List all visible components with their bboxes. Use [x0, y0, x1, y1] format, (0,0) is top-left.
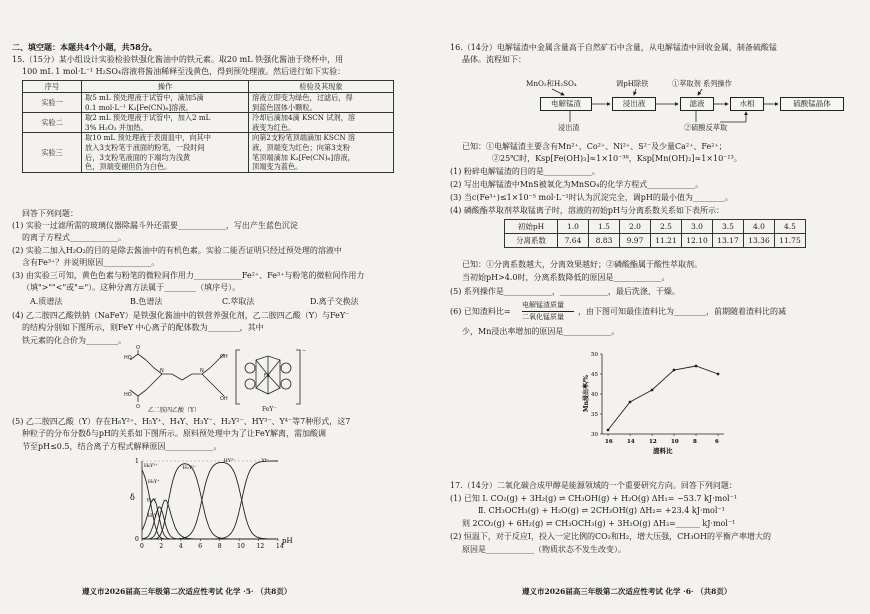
ph-cell: 3.0 [682, 220, 713, 234]
q16-s5: (5) 系列操作是____________，____________，最后洗涤、干燥。 [450, 287, 680, 296]
mol-y-label: 乙二胺四乙酸（Y） [148, 407, 200, 414]
q15-s5c: 节至pH≤0.5，结合离子方程式解释原因____________。 [22, 442, 222, 451]
y-axis-label: δ [130, 493, 135, 502]
q15-line1: 15.（15分）某小组设计实验检验铁强化酱油中的铁元素。取20 mL 铁强化酱油于烧杯中，用 [12, 55, 344, 64]
x-tick-label: 4 [178, 543, 183, 550]
series-line [142, 462, 278, 539]
table-row [505, 234, 806, 248]
q16-s6-num: 电解锰渣质量 [522, 301, 564, 309]
data-point [673, 369, 676, 372]
q16-s2: (2) 写出电解锰渣中MnS被氧化为MnSO₄的化学方程式____________。 [450, 180, 704, 189]
fraction-bar [522, 311, 574, 312]
y-tick-label: 45 [591, 372, 598, 378]
q16-s6-den: 二氧化锰质量 [522, 313, 564, 321]
x-tick-label: 8 [217, 543, 222, 550]
x-tick-label: 16 [605, 439, 613, 445]
series-line [142, 507, 278, 539]
svg-text:HO: HO [124, 392, 132, 398]
q16-line2: 晶体。流程如下： [462, 55, 526, 64]
exp2-op: 取2 mL 预处理液于试管中，加入2 mL 3% H₂O₂ 并加热。 [82, 113, 249, 133]
svg-text:OH: OH [220, 354, 228, 360]
option-c: C.萃取法 [222, 297, 255, 306]
y-tick-label: 1 [135, 458, 139, 465]
coef-cell: 11.21 [651, 234, 682, 248]
svg-text:OH: OH [220, 396, 228, 402]
fey-structure [236, 348, 306, 412]
svg-text:Fe: Fe [264, 373, 270, 379]
series-label: H₆Y²⁺ [143, 464, 158, 470]
right-footer: 遵义市2026届高三年级第二次适应性考试 化学 ·6· （共8页） [522, 587, 732, 596]
x-tick-label: 10 [671, 439, 679, 445]
x-axis-label: 渣料比 [653, 447, 673, 455]
q15-s2a: (2) 实验二加入H₂O₂的目的是除去酱油中的有机色素。实验二能否证明只经过预处理的溶液中 [12, 246, 342, 255]
y-tick-label: 35 [591, 412, 598, 418]
exp2-name: 实验二 [23, 113, 82, 133]
table-row [23, 113, 394, 133]
coef-cell: 11.75 [775, 234, 806, 248]
q16-s4: (4) 磷酸酯萃取剂萃取锰离子时，溶液的初始pH与分离系数关系如下表所示： [450, 206, 724, 215]
table-row [505, 220, 806, 234]
q15-line2: 100 mL 1 mol·L⁻¹ H₂SO₄溶液将酱油稀释至浅黄色，得到预处理液。然后进行如下实验： [22, 67, 346, 76]
q17-r2: Ⅱ. CH₃OCH₃(g) + H₂O(g) ⇌ 2CH₃OH(g) ΔH₂= +23.4 kJ·mol⁻¹ [478, 506, 725, 515]
data-point [651, 389, 654, 392]
svg-text:HO: HO [124, 355, 132, 361]
option-d: D.离子交换法 [310, 297, 359, 306]
th-obs: 检验及其现象 [249, 81, 394, 93]
x-tick-label: 14 [276, 543, 284, 550]
data-point [629, 401, 632, 404]
flow-label-extract: ①萃取剂 系列操作 [672, 79, 732, 88]
q16-s3: (3) 当c(Fe³⁺)≤1×10⁻⁵ mol·L⁻¹时认为沉淀完全，调pH的最小值为________。 [450, 193, 733, 202]
exp3-name: 实验三 [23, 133, 82, 172]
distribution-chart [128, 455, 293, 555]
flow-label-reagent: MnO₂和H₂SO₄ [526, 79, 577, 88]
q17-s2b: 原因是____________（物质状态不发生改变）。 [462, 545, 626, 554]
y-tick-label: 30 [591, 432, 598, 438]
data-point [717, 373, 720, 376]
answer-intro: 回答下列问题： [22, 209, 78, 218]
q15-s1b: 的离子方程式____________。 [22, 233, 126, 242]
q17-s2a: (2) 恒温下，对于反应Ⅰ，投入一定比例的CO₂和H₂，增大压强，CH₃OH的平衡产率增大的 [450, 532, 771, 541]
series-label: H₅Y⁺ [147, 479, 160, 485]
ph-cell: 2.5 [651, 220, 682, 234]
q17-line1: 17.（14分）二氧化碳合成甲醇是能源领域的一个重要研究方向。回答下列问题： [450, 481, 737, 490]
series-label: HY³⁻ [223, 458, 236, 464]
coef-cell: 8.83 [589, 234, 620, 248]
table-row [23, 133, 394, 172]
q16-s6-pre: (6) 已知渣料比= [450, 307, 511, 316]
svg-text:N: N [160, 368, 164, 374]
coef-cell: 13.36 [744, 234, 775, 248]
mn-series-line [608, 366, 718, 430]
q15-s4a: (4) 乙二胺四乙酸铁钠（NaFeY）是铁强化酱油中的铁营养强化剂，乙二胺四乙酸（Y）与FeY⁻ [12, 311, 350, 320]
q15-s2b: 含有Fe³⁺？并说明原因____________。 [22, 258, 160, 267]
q17-r3: 则 2CO₂(g) + 6H₂(g) ⇌ CH₃OCH₃(g) + 3H₂O(g) ΔH₃=______ kJ·mol⁻¹ [462, 519, 736, 528]
y-tick-label: 50 [591, 352, 598, 358]
coef-cell: 12.10 [682, 234, 713, 248]
q15-s3b: （填">""<"或"="）。这种分离方法属于________（填序号）。 [22, 283, 241, 292]
data-point [695, 365, 698, 368]
exp2-obs: 冷却后滴加4滴 KSCN 试剂，溶 液变为红色。 [249, 113, 394, 133]
ph-cell: 4.5 [775, 220, 806, 234]
section-title: 二、填空题：本题共4个小题，共58分。 [12, 42, 157, 52]
series-line [142, 500, 278, 539]
series-line [142, 461, 278, 539]
series-label: Y⁴⁻ [261, 458, 270, 464]
flow-label-strip: ②硫酸反萃取 [684, 123, 728, 132]
coef-cell: 9.97 [620, 234, 651, 248]
q16-s4-known: 已知：①分离系数越大，分离效果越好；②磷酸酯属于酸性萃取剂。 [462, 260, 702, 269]
x-tick-label: 10 [237, 543, 245, 550]
x-tick-label: 8 [693, 439, 697, 445]
y-tick-label: 0 [135, 536, 139, 543]
q16-s4-q: 当初始pH>4.0时，分离系数降低的原因是____________。 [462, 273, 670, 282]
ph-cell: 1.0 [558, 220, 589, 234]
option-b: B.色谱法 [130, 297, 163, 306]
series-label: H₄Y [146, 498, 157, 504]
flow-label-residue: 浸出渣 [558, 123, 580, 132]
x-tick-label: 6 [198, 543, 203, 550]
flow-box-slag: 电解锰渣 [540, 97, 592, 111]
exp1-obs: 溶液立即变为绿色，过滤后，得 到蓝色固体小颗粒。 [249, 93, 394, 113]
separation-table [504, 219, 806, 248]
ph-cell: 2.0 [620, 220, 651, 234]
q16-s6b: 少，Mn浸出率增加的原因是____________。 [462, 327, 620, 336]
q15-s5a: (5) 乙二胺四乙酸（Y）存在H₆Y²⁺、H₅Y⁺、H₄Y、H₃Y⁻、H₂Y²⁻、HY³⁻、Y⁴⁻等7种形式，这7 [12, 417, 351, 426]
q15-s4c: 铁元素的化合价为________。 [22, 336, 126, 345]
edta-structure [120, 345, 230, 414]
x-tick-label: 12 [649, 439, 657, 445]
q16-known2: ②25℃时，Ksp[Fe(OH)₃]≈1×10⁻³⁸，Ksp[Mn(OH)₂]≈1×10⁻¹³。 [492, 154, 742, 163]
q16-s6-post: ，由下图可知最佳渣料比为________，前期随着渣料比的减 [578, 307, 786, 316]
flow-arrows [440, 0, 870, 140]
x-tick-label: 2 [159, 543, 164, 550]
experiment-table [22, 80, 394, 173]
q15-s1a: (1) 实验一过滤所需的玻璃仪器除漏斗外还需要____________，写出产生蓝色沉淀 [12, 221, 298, 230]
exp3-obs: 向第2支粉笔顶端滴加 KSCN 溶 液，顶端变为红色；向第3支粉 笔顶端滴加 K₃[Fe(CN)₆]溶液， 顶端变为蓝色。 [249, 133, 394, 172]
coef-header: 分离系数 [505, 234, 558, 248]
flow-label-ph: 调pH除铁 [616, 79, 649, 88]
exp3-op: 取10 mL 预处理液于表面皿中，向其中 放入3支粉笔于液面的粉笔，一段时间 后，3支粉笔液面的下端均为浅黄 色，顶端变褪但仍为白色。 [82, 133, 249, 172]
exp1-op: 取5 mL 预处理液于试管中，滴加5滴 0.1 mol·L⁻¹ K₃[Fe(CN)₆]溶液。 [82, 93, 249, 113]
option-a: A.质谱法 [30, 297, 63, 306]
table-row [23, 93, 394, 113]
q15-s5b: 种粒子的分布分数δ与pH的关系如下图所示。原料预处理中为了让FeY解离，需加酸调 [22, 429, 327, 438]
q16-s1: (1) 粉碎电解锰渣的目的是____________。 [450, 167, 600, 176]
y-tick-label: 40 [591, 392, 598, 398]
q16-line1: 16.（14分）电解锰渣中金属含量高于自然矿石中含量，从电解锰渣中回收金属，制备硫酸锰 [450, 43, 777, 52]
flow-box-aqueous: 水相 [730, 97, 764, 111]
ph-cell: 1.5 [589, 220, 620, 234]
svg-text:O: O [136, 345, 140, 351]
svg-text:N: N [200, 368, 204, 374]
series-label: H₂Y²⁻ [182, 465, 197, 471]
exp1-name: 实验一 [23, 93, 82, 113]
series-line [142, 464, 278, 539]
left-footer: 遵义市2026届高三年级第二次适应性考试 化学 ·5· （共8页） [82, 587, 292, 596]
ph-cell: 3.5 [713, 220, 744, 234]
coef-cell: 13.17 [713, 234, 744, 248]
x-axis-label: pH [282, 537, 293, 545]
mn-leach-chart [580, 346, 740, 466]
q16-known1: 已知：①电解锰渣主要含有Mn²⁺、Co²⁺、Ni²⁺、S²⁻及少量Ca²⁺、Fe²⁺； [462, 142, 727, 151]
x-tick-label: 14 [627, 439, 635, 445]
svg-text:−: − [302, 348, 307, 354]
q17-r1: (1) 已知 Ⅰ. CO₂(g) + 3H₂(g) ⇌ CH₃OH(g) + H₂O(g) ΔH₁= −53.7 kJ·mol⁻¹ [450, 494, 738, 503]
q15-s4b: 的结构分别如下图所示，则FeY 中心离子的配体数为________，其中 [22, 323, 264, 332]
y-axis-label: Mn浸出率/% [583, 375, 590, 412]
q15-s3a: (3) 由实验三可知，黄色色素与粉笔的微粒间作用力____________Fe²⁺、Fe³⁺与粉笔的微粒间作用力 [12, 271, 365, 280]
x-tick-label: 6 [715, 439, 719, 445]
th-no: 序号 [23, 81, 82, 93]
flow-box-crystal: 硫酸锰晶体 [780, 97, 844, 111]
x-tick-label: 0 [140, 543, 144, 550]
ph-cell: 4.0 [744, 220, 775, 234]
coef-cell: 7.64 [558, 234, 589, 248]
flow-box-leachate: 浸出液 [612, 97, 656, 111]
data-point [607, 429, 610, 432]
x-tick-label: 12 [256, 543, 265, 550]
svg-text:O: O [136, 404, 140, 410]
mol-fey-label: FeY⁻ [262, 406, 277, 413]
th-op: 操作 [82, 81, 249, 93]
ph-header: 初始pH [505, 220, 558, 234]
right-page [440, 0, 870, 614]
flow-box-filtrate: 滤液 [680, 97, 714, 111]
series-label: H₃Y⁻ [147, 514, 160, 520]
